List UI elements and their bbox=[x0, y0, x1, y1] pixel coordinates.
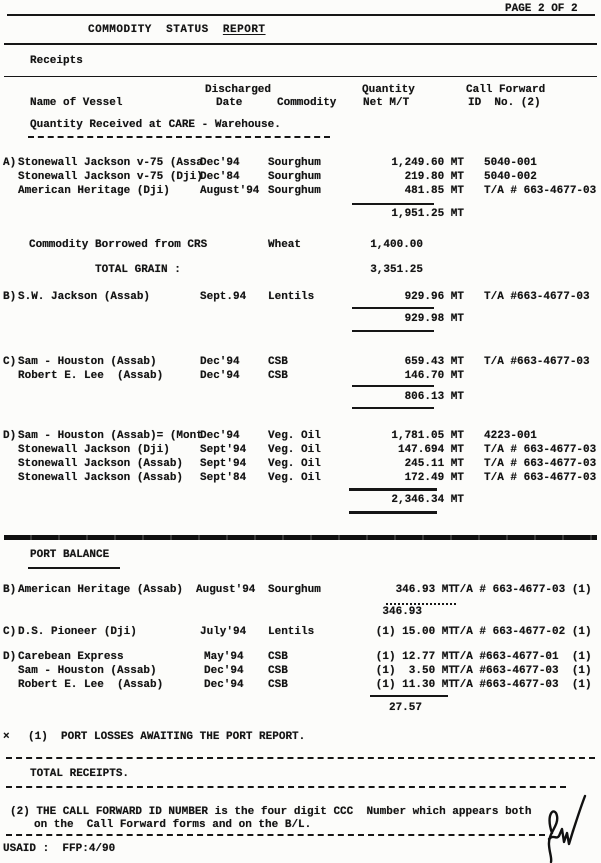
vessel-name: Robert E. Lee (Assab) bbox=[18, 370, 164, 382]
call-forward-id: 4223-001 bbox=[484, 430, 537, 442]
total-receipts-label: TOTAL RECEIPTS. bbox=[30, 768, 130, 780]
vessel-name: Stonewall Jackson (Dji) bbox=[18, 444, 170, 456]
call-forward-id: T/A # 663-4677-03 (1) bbox=[453, 584, 592, 596]
footnote-port-losses: (1) PORT LOSSES AWAITING THE PORT REPORT. bbox=[28, 731, 306, 743]
vessel-name: Sam - Houston (Assab) bbox=[18, 665, 157, 677]
header-commodity: Commodity bbox=[277, 97, 337, 109]
divider bbox=[6, 757, 595, 759]
vessel-name: American Heritage (Assab) bbox=[18, 584, 184, 596]
quantity: (1) 11.30 MT bbox=[375, 679, 455, 691]
discharged-date: Dec'94 bbox=[200, 356, 240, 368]
header-discharged: Discharged bbox=[205, 84, 272, 96]
commodity: CSB bbox=[268, 356, 288, 368]
total-grain-row bbox=[0, 264, 601, 277]
quantity: 659.43 MT bbox=[404, 356, 464, 368]
subtotal-rule bbox=[352, 330, 434, 332]
table-row bbox=[0, 370, 601, 383]
table-row bbox=[0, 239, 601, 252]
vessel-name: Stonewall Jackson (Assab) bbox=[18, 458, 184, 470]
quantity: (1) 15.00 MT bbox=[375, 626, 455, 638]
port-balance-title: PORT BALANCE bbox=[30, 549, 110, 561]
call-forward-id: T/A # 663-4677-03 bbox=[484, 472, 597, 484]
call-forward-id: T/A #663-4677-01 (1) bbox=[453, 651, 592, 663]
table-row bbox=[0, 472, 601, 485]
call-forward-id: T/A #663-4677-03 (1) bbox=[453, 665, 592, 677]
vessel-name: Stonewall Jackson v-75 (Assa bbox=[18, 157, 203, 169]
quantity: 481.85 MT bbox=[404, 185, 464, 197]
commodity: Veg. Oil bbox=[268, 472, 321, 484]
divider bbox=[4, 76, 597, 77]
discharged-date: Dec'94 bbox=[200, 430, 240, 442]
vessel-name: Sam - Houston (Assab) bbox=[18, 356, 157, 368]
subtotal-quantity: 806.13 MT bbox=[404, 391, 464, 403]
commodity: Veg. Oil bbox=[268, 430, 321, 442]
commodity: Veg. Oil bbox=[268, 458, 321, 470]
table-row bbox=[0, 458, 601, 471]
call-forward-id: T/A # 663-4677-03 bbox=[484, 444, 597, 456]
borrowed-label: Commodity Borrowed from CRS bbox=[29, 239, 208, 251]
table-row bbox=[0, 356, 601, 369]
commodity: Lentils bbox=[268, 626, 315, 638]
header-net-mt: Net M/T bbox=[363, 97, 410, 109]
quantity: 346.93 MT bbox=[395, 584, 455, 596]
footnote-call-forward-line1: (2) THE CALL FORWARD ID NUMBER is the four digit CCC Number which appears both bbox=[10, 806, 532, 818]
commodity: Sourghum bbox=[268, 185, 321, 197]
vessel-name: Robert E. Lee (Assab) bbox=[18, 679, 164, 691]
discharged-date: August'94 bbox=[196, 584, 256, 596]
signature-mark bbox=[536, 793, 594, 863]
call-forward-id: T/A #663-4677-03 (1) bbox=[453, 679, 592, 691]
call-forward-id: T/A # 663-4677-03 bbox=[484, 185, 597, 197]
subtotal-quantity: 929.98 MT bbox=[404, 313, 464, 325]
subtotal-quantity: 2,346.34 MT bbox=[391, 494, 464, 506]
receipts-subtitle: Quantity Received at CARE - Warehouse. bbox=[30, 119, 281, 131]
header-date: Date bbox=[216, 97, 243, 109]
commodity: Sourghum bbox=[268, 584, 321, 596]
report-title bbox=[88, 24, 266, 37]
table-row bbox=[0, 430, 601, 443]
subtotal-rule bbox=[352, 407, 434, 409]
call-forward-id: T/A # 663-4677-02 (1) bbox=[453, 626, 592, 638]
commodity: CSB bbox=[268, 665, 288, 677]
vessel-name: S.W. Jackson (Assab) bbox=[18, 291, 151, 303]
table-row bbox=[0, 651, 601, 664]
call-forward-id: T/A #663-4677-03 bbox=[484, 356, 590, 368]
divider bbox=[6, 834, 545, 836]
table-row bbox=[0, 626, 601, 639]
subtotal-quantity: 27.57 bbox=[388, 702, 422, 714]
quantity: 1,400.00 bbox=[370, 239, 423, 251]
title-underline bbox=[28, 567, 120, 569]
footnote-call-forward-line2: on the Call Forward forms and on the B/L. bbox=[34, 819, 312, 831]
subtotal-row bbox=[0, 606, 601, 619]
table-row bbox=[0, 157, 601, 170]
table-row bbox=[0, 584, 601, 597]
subtotal-rule bbox=[386, 603, 456, 605]
report-title-underlined: REPORT bbox=[222, 24, 266, 36]
quantity: 146.70 MT bbox=[404, 370, 464, 382]
group-label: B) bbox=[3, 291, 17, 303]
subtotal-row bbox=[0, 208, 601, 221]
subtotal-rule bbox=[352, 307, 434, 309]
call-forward-id: 5040-002 bbox=[484, 171, 537, 183]
footnote-asterisk: × bbox=[3, 731, 10, 743]
vessel-name: D.S. Pioneer (Dji) bbox=[18, 626, 137, 638]
subtotal-row bbox=[0, 391, 601, 404]
vessel-name: Stonewall Jackson (Assab) bbox=[18, 472, 184, 484]
vessel-name: Stonewall Jackson v-75 (Dji) bbox=[18, 171, 203, 183]
discharged-date: Dec'94 bbox=[204, 679, 244, 691]
section-separator bbox=[4, 535, 597, 540]
header-quantity: Quantity bbox=[362, 84, 415, 96]
subtotal-rule bbox=[349, 488, 437, 491]
subtotal-quantity: 1,951.25 MT bbox=[391, 208, 464, 220]
vessel-name: Carebean Express bbox=[18, 651, 124, 663]
header-call-forward: Call Forward bbox=[466, 84, 546, 96]
call-forward-id: T/A #663-4677-03 bbox=[484, 291, 590, 303]
commodity: Sourghum bbox=[268, 157, 321, 169]
subtotal-row bbox=[0, 702, 601, 715]
discharged-date: Dec'94 bbox=[204, 665, 244, 677]
quantity: (1) 3.50 MT bbox=[375, 665, 455, 677]
table-row bbox=[0, 185, 601, 198]
vessel-name: American Heritage (Dji) bbox=[18, 185, 170, 197]
discharged-date: May'94 bbox=[204, 651, 244, 663]
total-grain-label: TOTAL GRAIN : bbox=[95, 264, 181, 276]
commodity: CSB bbox=[268, 679, 288, 691]
quantity: 147.694 MT bbox=[397, 444, 464, 456]
table-row bbox=[0, 665, 601, 678]
discharged-date: August'94 bbox=[200, 185, 260, 197]
report-title-prefix: COMMODITY STATUS bbox=[88, 24, 223, 36]
section-receipts-label: Receipts bbox=[30, 55, 83, 67]
group-label: D) bbox=[3, 651, 17, 663]
call-forward-id: T/A # 663-4677-03 bbox=[484, 458, 597, 470]
table-row bbox=[0, 444, 601, 457]
commodity: Sourghum bbox=[268, 171, 321, 183]
header-vessel: Name of Vessel bbox=[30, 97, 123, 109]
table-row bbox=[0, 171, 601, 184]
quantity: 1,781.05 MT bbox=[391, 430, 464, 442]
commodity: CSB bbox=[268, 651, 288, 663]
group-label: C) bbox=[3, 626, 17, 638]
discharged-date: Sept'84 bbox=[200, 472, 247, 484]
subtotal-rule bbox=[352, 203, 434, 205]
discharged-date: Sept'94 bbox=[200, 458, 247, 470]
divider bbox=[28, 136, 330, 138]
group-label: C) bbox=[3, 356, 17, 368]
table-row bbox=[0, 291, 601, 304]
quantity: 219.80 MT bbox=[404, 171, 464, 183]
divider bbox=[6, 786, 566, 788]
subtotal-row bbox=[0, 494, 601, 507]
quantity: 172.49 MT bbox=[404, 472, 464, 484]
discharged-date: Sept'94 bbox=[200, 444, 247, 456]
total-grain-value: 3,351.25 bbox=[370, 264, 423, 276]
vessel-name: Sam - Houston (Assab)= (Mont bbox=[18, 430, 203, 442]
table-row bbox=[0, 679, 601, 692]
commodity: CSB bbox=[268, 370, 288, 382]
group-label: B) bbox=[3, 584, 17, 596]
commodity: Veg. Oil bbox=[268, 444, 321, 456]
quantity: 1,249.60 MT bbox=[391, 157, 464, 169]
subtotal-rule bbox=[349, 511, 437, 514]
discharged-date: Sept.94 bbox=[200, 291, 247, 303]
usaid-footer: USAID : FFP:4/90 bbox=[3, 843, 116, 855]
commodity: Wheat bbox=[268, 239, 302, 251]
subtotal-rule bbox=[370, 695, 448, 697]
group-label: A) bbox=[3, 157, 17, 169]
discharged-date: Dec'94 bbox=[200, 157, 240, 169]
quantity: 245.11 MT bbox=[404, 458, 464, 470]
discharged-date: Dec'94 bbox=[200, 370, 240, 382]
subtotal-rule bbox=[352, 385, 434, 387]
subtotal-row bbox=[0, 313, 601, 326]
divider bbox=[4, 43, 597, 45]
discharged-date: July'94 bbox=[200, 626, 247, 638]
page-number: PAGE 2 OF 2 bbox=[505, 3, 578, 15]
commodity: Lentils bbox=[268, 291, 315, 303]
discharged-date: Dec'84 bbox=[200, 171, 240, 183]
group-label: D) bbox=[3, 430, 17, 442]
subtotal-quantity: 346.93 bbox=[382, 606, 422, 618]
divider bbox=[7, 14, 595, 16]
quantity: (1) 12.77 MT bbox=[375, 651, 455, 663]
header-id-no: ID No. (2) bbox=[468, 97, 541, 109]
quantity: 929.96 MT bbox=[404, 291, 464, 303]
call-forward-id: 5040-001 bbox=[484, 157, 537, 169]
